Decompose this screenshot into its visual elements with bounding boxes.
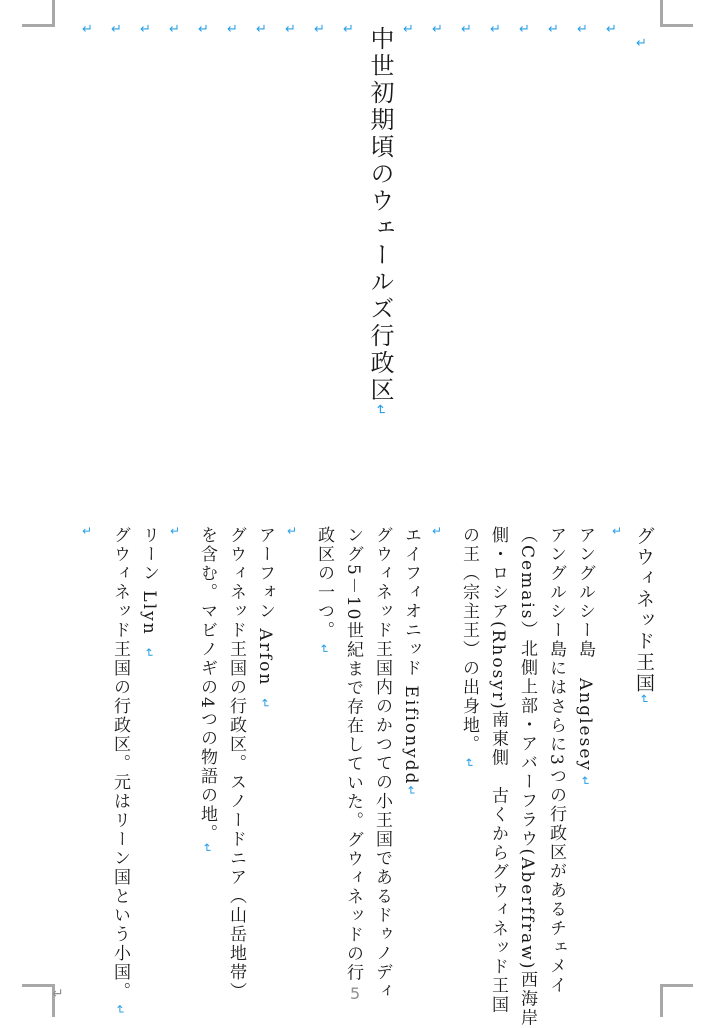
entry-label[interactable]: アーフォン Arfon ↵ — [255, 526, 275, 709]
entry-label[interactable]: リーン Llyn ↵ — [139, 526, 159, 658]
paragraph-mark: ↵ — [432, 524, 443, 538]
entry-body-line[interactable]: 政区の一つ。 ↵ — [314, 526, 334, 654]
entry-body-line[interactable]: （Cemais）北側上部・アバーフラウ(Aberffraw)西海岸 — [517, 526, 537, 1028]
document-title[interactable]: 中世初期頃のウェールズ行政区↵ — [366, 26, 394, 416]
return-mark: ↵ — [52, 986, 64, 1002]
crop-mark-bottom-left — [22, 984, 55, 1017]
crop-mark-bottom-right — [660, 984, 693, 1017]
entry-label[interactable]: アングルシー島 Anglesey ↵ — [575, 526, 595, 786]
paragraph-mark: ↵ — [82, 524, 93, 538]
entry-body-line[interactable]: の王（宗主王）の出身地。 ↵ — [459, 526, 479, 768]
entry-body-line[interactable]: グウィネッド王国の行政区。スノードニア（山岳地帯） — [226, 526, 246, 1001]
entry-body-line[interactable]: アングルシー島にはさらに3つの行政区があるチェメイ — [546, 526, 566, 995]
entry-body-line[interactable]: ング5－10世紀まで存在していた。グウィネッドの行 — [343, 526, 363, 983]
entry-label[interactable]: エイフィオニッド Eifionydd↵ — [401, 526, 421, 796]
paragraph-mark: ↵ — [170, 524, 181, 538]
crop-mark-top-left — [22, 0, 55, 27]
entry-body-line[interactable]: グウィネッド王国内のかつての小王国であるドゥノディ — [372, 526, 392, 1001]
entry-body-line[interactable]: グウィネッド王国の行政区。元はリーン国という小国。 ↵ — [110, 526, 130, 1015]
section-heading[interactable]: グウィネッド王国↵ — [633, 526, 655, 705]
page-number: 5 — [350, 984, 361, 1003]
entry-body-line[interactable]: 側・ロシア(Rhosyr)南東側 古くからグウィネッド王国 — [488, 526, 508, 1015]
paragraph-mark: ↵ — [287, 524, 298, 538]
document-page: ↵ ↵ ↵ ↵ ↵ ↵ ↵ ↵ ↵ ↵ ↵ ↵ ↵ ↵ ↵ ↵ ↵ ↵ ↵ 中世初期頃のウェールズ行政区↵ グウィネッド王国↵ ↵ アングルシー島 Anglesey ↵ アングルシー島にはさらに3つの行政区があるチェメイ （Cemais）北側上部・アバーフラウ(Aberffraw)西海岸 側・ロシア(Rhosyr)南東側 古くからグウィネッド王国 の王（宗主王）の出身地。 ↵ ↵ エイフィオニッド Eifionydd↵ グウィネッド王国内のかつての小王国であるドゥノディ ング5－10世紀まで存在していた。グウィネッドの行 政区の一つ。 ↵ ↵ アーフォン Arfon ↵ グウィネッド王国の行政区。スノードニア（山岳地帯） を含む。マビノギの4つの物語の地。↵ ↵ リーン Llyn ↵ グウィネッド王国の行政区。元はリーン国という小国。 ↵ ↵ 5 ↵ — [0, 0, 725, 1024]
paragraph-mark: ↵ — [612, 524, 623, 538]
crop-mark-top-right — [660, 0, 693, 27]
entry-body-line[interactable]: を含む。マビノギの4つの物語の地。↵ — [197, 526, 217, 853]
